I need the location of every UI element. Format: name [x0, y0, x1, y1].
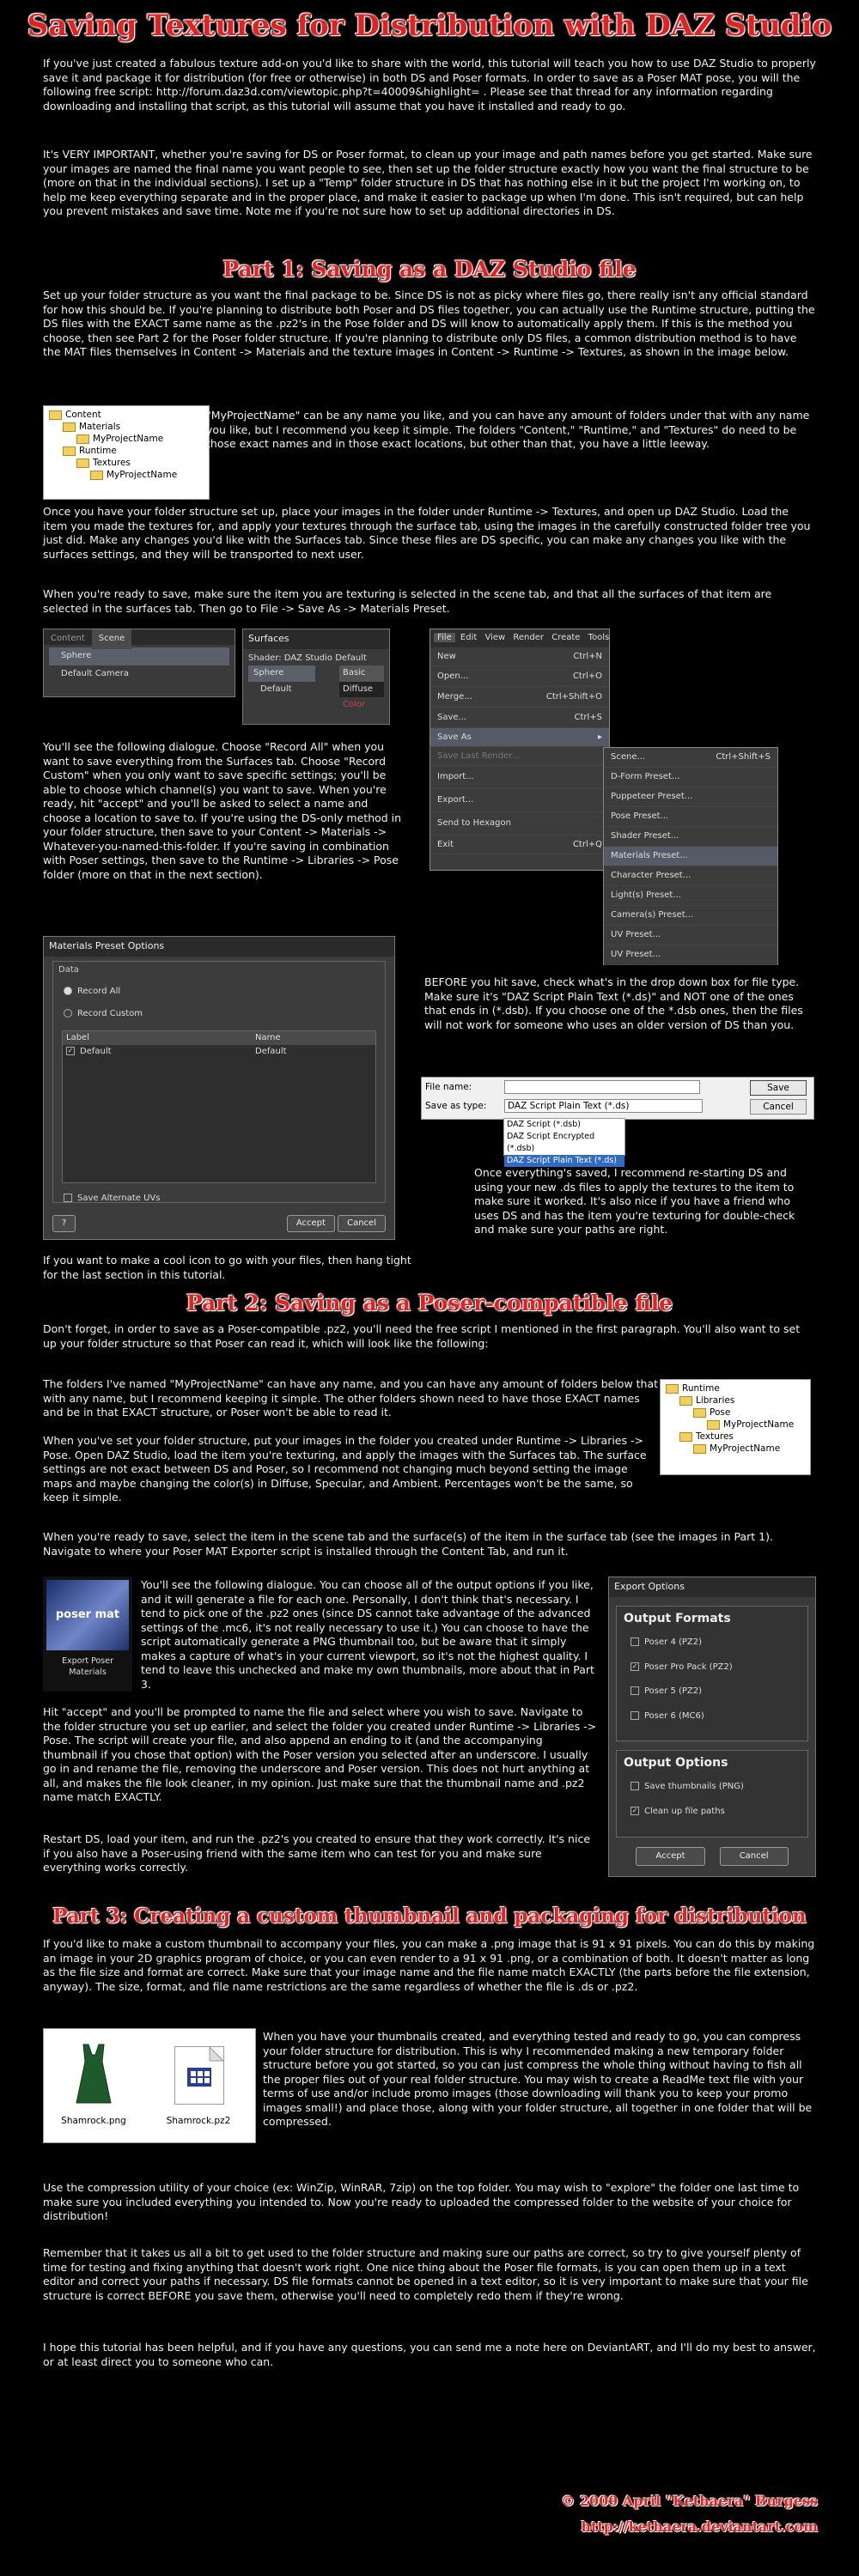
part1-title: Part 1: Saving as a DAZ Studio file — [222, 257, 637, 282]
checkbox-icon[interactable] — [631, 1711, 639, 1720]
intro-paragraph-2: It's VERY IMPORTANT, whether you're saving for DS or Poser format, to clean up your image and path names before you get started. Make sure your images are named the final name you want people to see, then set up the folder structure exactly how you want the final structure to be (more on that in the individual sections). I set up a "Temp" folder structure in DS that has nothing else in it but the project I'm working on, to help me keep everything separate and in the proper place, and make it easier to package up when I'm done. This isn't required, but can help you prevent mistakes and save time. Note me if you're not sure how to set up additional directories in DS. — [43, 148, 813, 217]
save-button[interactable]: Save — [750, 1080, 807, 1096]
scene-panel — [43, 629, 235, 697]
menu-file[interactable]: File — [434, 633, 455, 642]
menu-bar — [430, 629, 609, 647]
record-custom-option[interactable]: Record Custom — [53, 1004, 385, 1025]
icon-label: Export Poser Materials — [61, 1656, 114, 1677]
option-clean-paths[interactable]: ✓ Clean up file paths — [631, 1806, 725, 1816]
submenu-item-uv[interactable]: UV Preset... — [604, 926, 777, 945]
radio-icon[interactable] — [64, 1009, 72, 1018]
part1-paragraph-g: Once everything's saved, I recommend re-starting DS and using your new .ds files to apply the textures to the item to make sure it worked. It's also nice if you have a friend who uses DS and has the item you're texturing for double-check and make sure your paths are right. — [474, 1166, 795, 1236]
folder-icon — [693, 1408, 706, 1418]
thumb1-label: Shamrock.png — [61, 2116, 126, 2126]
part2-paragraph-a: Don't forget, in order to save as a Poser-compatible .pz2, you'll need the free script I mentioned in the first paragraph. You'll also want to set up your folder structure so that Poser can read it, which will look like the following: — [43, 1322, 801, 1350]
accept-button[interactable]: Accept — [636, 1847, 704, 1867]
tree-node: Runtime — [49, 445, 204, 457]
dialog-title: Materials Preset Options — [44, 937, 394, 957]
menu-item-open[interactable]: Open... Ctrl+O — [430, 666, 609, 687]
menu-edit[interactable]: Edit — [460, 633, 478, 642]
submenu-item-dform[interactable]: D-Form Preset... — [604, 768, 777, 787]
part2-title: Part 2: Saving as a Poser-compatible file — [186, 1291, 673, 1315]
cancel-button[interactable]: Cancel — [338, 1215, 386, 1233]
materials-preset-dialog — [43, 936, 395, 1240]
part3-paragraph-e: I hope this tutorial has been helpful, and if you have any questions, you can send me a note here on DeviantART, and I'll do my best to answer, or at least direct you to someone who can. — [43, 2341, 816, 2368]
shader-label: Shader: DAZ Studio Default — [248, 653, 367, 663]
shamrock-png-thumb[interactable] — [54, 2036, 133, 2110]
tree-node: MyProjectName — [666, 1443, 805, 1455]
poser-mat-icon-tile — [43, 1577, 132, 1692]
save-alternate-uvs[interactable]: Save Alternate UVs — [53, 1188, 385, 1210]
menu-item-send-to-hexagon[interactable]: Send to Hexagon — [430, 812, 609, 835]
scene-item-sphere[interactable]: Sphere — [49, 647, 229, 665]
menu-create[interactable]: Create — [551, 633, 581, 642]
folder-icon — [693, 1444, 706, 1454]
dress-icon — [54, 2036, 133, 2110]
checkbox-icon[interactable]: ✓ — [631, 1806, 638, 1814]
submenu-item-lights[interactable]: Light(s) Preset... — [604, 886, 777, 906]
format-poser6[interactable]: Poser 6 (MC6) — [617, 1704, 807, 1729]
part3-title: Part 3: Creating a custom thumbnail and packaging for distribution — [52, 1905, 807, 1928]
radio-icon[interactable] — [64, 987, 72, 995]
file-type-option[interactable]: DAZ Script Plain Text (*.ds) — [504, 1155, 624, 1167]
output-formats-heading: Output Formats — [624, 1611, 731, 1625]
part1-paragraph-h: If you want to make a cool icon to go with your files, then hang tight for the last section in this tutorial. — [43, 1254, 411, 1281]
copyright-signature: © 2009 April "Kethaera" Burgess — [561, 2493, 818, 2509]
pz2-file-icon[interactable] — [174, 2046, 224, 2105]
menu-item-merge[interactable]: Merge... Ctrl+Shift+O — [430, 687, 609, 708]
menu-item-exit[interactable]: Exit Ctrl+Q — [430, 835, 609, 854]
part3-paragraph-d: Remember that it takes us all a bit to get used to the folder structure and making sure our paths are correct, so try to give yourself plenty of time for testing and fixing anything that doesn't work right. One nice thing about the Poser file formats, is you can open them up in a text editor and correct your paths if necessary. DS file formats cannot be opened in a text editor, so it is very important to make sure that your file structure is correct BEFORE you save them, otherwise you'll need to completely redo them if they're wrong. — [43, 2246, 808, 2302]
tree-node: MyProjectName — [49, 469, 204, 481]
intro-paragraph-1: If you've just created a fabulous texture add-on you'd like to share with the world, this tutorial will teach you how to use DAZ Studio to properly save it and package it for distribution (for free or otherwise) in both DS and Poser formats. In order to save as a Poser MAT pose, you will the following free script: http://forum.daz3d.com/viewtopic.php?t=40009&highlight= . Please see that thread for any information regarding downloading and installing that script, as this tutorial will assume that you have it installed and ready to go. — [43, 57, 816, 112]
menu-item-save[interactable]: Save... Ctrl+S — [430, 708, 609, 728]
document-icon — [175, 2047, 223, 2104]
part2-paragraph-d: When you're ready to save, select the item in the scene tab and the surface(s) of the item in the surface tab (see the images in Part 1). Navigate to where your Poser MAT Exporter script is installed through the Content Tab, and run it. — [43, 1530, 773, 1558]
tab-scene[interactable]: Scene — [92, 629, 132, 649]
file-type-dropdown — [503, 1118, 625, 1165]
folder-tree-ds — [43, 405, 210, 500]
tree-node: Materials — [49, 421, 204, 433]
part1-paragraph-a: Set up your folder structure as you want the final package to be. Since DS is not as picky where files go, there really isn't any official standard for how this should be. If you're planning to distribute both Poser and DS files together, you can actually use the Runtime structure, putting the DS files with the EXACT same name as the .pz2's in the Pose folder and DS will know to automatically apply them. If this is the method you choose, then see Part 2 for the Poser folder structure. If you're planning to distribute only DS files, a common distribution method is to have the MAT files themselves in Content -> Materials and the texture images in Content -> Runtime -> Textures, as shown in the image below. — [43, 289, 815, 358]
folder-icon — [76, 459, 89, 468]
cancel-button[interactable]: Cancel — [720, 1847, 789, 1867]
dialog-title: Export Options — [609, 1577, 815, 1597]
deviantart-link[interactable]: http://kethaera.deviantart.com — [581, 2518, 818, 2535]
part2-paragraph-b: The folders I've named "MyProjectName" can have any name, and you can have any amount of folders below that with any name, but I recommend keeping it simple. The other folders shown need to have those EXACT names and be in that EXACT structure, or Poser won't be able to read it. — [43, 1377, 659, 1419]
menu-view[interactable]: View — [484, 633, 506, 642]
submenu-item-uv-2[interactable]: UV Preset... — [604, 945, 777, 965]
file-name-label: File name: — [425, 1082, 472, 1092]
scene-item-camera[interactable]: Default Camera — [61, 668, 129, 678]
part1-paragraph-f: BEFORE you hit save, check what's in the drop down box for file type. Make sure it's "DAZ Script Plain Text (*.ds)" and NOT one of the ones that ends in (*.dsb). If you choose one of the *.dsb ones, then the files will not work for someone who uses an older version of DS than you. — [424, 975, 803, 1031]
menu-item-export[interactable]: Export... — [430, 789, 609, 812]
submenu-item-shader[interactable]: Shader Preset... — [604, 827, 777, 847]
surface-sphere[interactable]: Sphere — [248, 665, 315, 682]
menu-item-save-last-render: Save Last Render... — [430, 747, 609, 766]
checkbox-icon[interactable] — [631, 1637, 639, 1646]
part3-paragraph-b: When you have your thumbnails created, and everything tested and ready to go, you can compress your folder structure for distribution. This is why I recommended making a new temporary folder structure before you got started, so you can just compress the whole thing without having to fish all the proper files out of your real folder structure. You may wish to create a ReadMe text file with your terms of use and/or include promo images (those downloading will thank you to keep your promo images small!) and place those, along with your folder structure, all together in one folder that will be compressed. — [263, 2030, 813, 2128]
folder-icon — [707, 1420, 720, 1430]
part2-paragraph-f: Hit "accept" and you'll be prompted to name the file and select where you wish to save. Navigate to the folder structure you set up earlier, and select the folder you created under Runtime -> Libraries -> Pose. The script will create your file, and also append an ending to it (and the accompanying thumbnail if you chose that option) with the Poser version you selected after an underscore. I usually go in and rename the file, removing the underscore and Poser version. This does not hurt anything at all, and makes the file look cleaner, in my opinion. Just make sure that the thumbnail name and .pz2 name match EXACTLY. — [43, 1705, 597, 1803]
accept-button[interactable]: Accept — [287, 1215, 335, 1233]
submenu-item-pose[interactable]: Pose Preset... — [604, 807, 777, 827]
submenu-item-puppeteer[interactable]: Puppeteer Preset... — [604, 787, 777, 807]
menu-item-new[interactable]: New Ctrl+N — [430, 647, 609, 666]
column-name: Name — [255, 1032, 281, 1042]
tree-node: MyProjectName — [666, 1419, 805, 1431]
part1-paragraph-d: When you're ready to save, make sure the item you are texturing is selected in the scene tab, and that all the surfaces of that item are selected in the surfaces tab. Then go to File -> Save As -> Materials Preset. — [43, 587, 772, 615]
submenu-item-materials-preset[interactable]: Materials Preset... — [604, 847, 777, 866]
data-group-label: Data — [58, 965, 79, 975]
option-save-thumbnails[interactable]: Save thumbnails (PNG) — [617, 1775, 807, 1800]
checkbox-icon[interactable] — [631, 1686, 639, 1695]
column-label: Label — [66, 1032, 89, 1042]
output-options-heading: Output Options — [624, 1755, 728, 1770]
tree-node: Content — [49, 409, 204, 421]
folder-icon — [63, 422, 76, 432]
part2-paragraph-c: When you've set your folder structure, put your images in the folder you created under Runtime -> Libraries -> Pose. Open DAZ Studio, load the item you're texturing, and apply the images with the Surfaces tab. The surface settings are not exact between DS and Poser, so I recommend not changing much beyond setting the image maps and maybe changing the color(s) in Diffuse, Specular, and Ambient. Percentages won't be the same, so keep it simple. — [43, 1434, 647, 1504]
save-as-type-select[interactable]: DAZ Script Plain Text (*.ds) — [504, 1099, 703, 1113]
channel-table — [62, 1030, 376, 1183]
folder-icon — [679, 1432, 692, 1442]
file-name-input[interactable] — [504, 1080, 700, 1094]
file-menu — [430, 629, 610, 871]
color-label: Color — [343, 700, 366, 709]
submenu-item-cameras[interactable]: Camera(s) Preset... — [604, 906, 777, 926]
basic-tab[interactable]: Basic — [339, 665, 384, 682]
tree-node: Textures — [666, 1431, 805, 1443]
menu-tools[interactable]: Tools — [588, 633, 610, 642]
folder-icon — [90, 471, 103, 480]
surfaces-panel — [242, 629, 390, 725]
table-row[interactable]: ✓ Default Default — [67, 1046, 287, 1056]
record-all-option[interactable]: Record All — [53, 980, 385, 1005]
file-type-option[interactable]: DAZ Script (*.dsb) — [507, 1120, 581, 1129]
tree-node: Runtime — [666, 1382, 805, 1394]
part2-paragraph-g: Restart DS, load your item, and run the .pz2's you created to ensure that they work correctly. It's nice if you also have a Poser-using friend with the same item who can test for you and make sure everything works correctly. — [43, 1832, 591, 1874]
part2-paragraph-e: You'll see the following dialogue. You can choose all of the output options if you like, and it will generate a file for each one. Personally, I don't think that's necessary. I tend to pick one of the .pz2 ones (since DS cannot take advantage of the advanced settings of the .mc6, it's not really necessary to use it.) You can choose to have the script automatically generate a PNG thumbnail too, but be aware that it simply makes a capture of what's in your current viewport, so it's not the highest quality. I tend to leave this unchecked and make my own thumbnails, more about that in Part 3. — [141, 1578, 594, 1691]
submenu-item-character[interactable]: Character Preset... — [604, 866, 777, 886]
tab-content[interactable]: Content — [51, 634, 85, 643]
part1-paragraph-c: Once you have your folder structure set up, place your images in the folder under Runtime -> Textures, and open up DAZ Studio. Load the item you made the textures for, and apply your textures through the surface tab, using the images in the carefully constructed folder tree you just did. Make any changes you'd like with the Surfaces tab. Since these files are DS specific, you can make any changes you like with the surfaces settings, and they will be transported to next user. — [43, 505, 811, 561]
folder-icon — [63, 447, 76, 456]
tree-node: Libraries — [666, 1394, 805, 1406]
checkbox-icon[interactable] — [631, 1782, 639, 1790]
part3-paragraph-a: If you'd like to make a custom thumbnail to accompany your files, you can make a .png image that is 91 x 91 pixels. You can do this by making an image in your 2D graphics program of choice, or you can even render to a 91 x 91 .png, or a combination of both. It doesn't matter as long as the file size and format are correct. Make sure that your image name and the file name match EXACTLY (the parts before the file extension, anyway). The size, format, and file name restrictions are the same regardless of whether the file is .ds or .pz2. — [43, 1937, 815, 1993]
diffuse-label: Diffuse — [339, 682, 384, 698]
checkbox-icon[interactable]: ✓ — [631, 1662, 638, 1670]
part1-paragraph-b: "MyProjectName" can be any name you like, and you can have any amount of folders under that with any name you like, but I recommend you keep it simple. The folders "Content," "Runtime," and "Textures" do need to be those exact names and in those exact locations, but other than that, you have a little leeway. — [206, 409, 810, 450]
folder-tree-poser — [660, 1379, 811, 1475]
file-type-option[interactable]: DAZ Script Encrypted (*.dsb) — [507, 1132, 595, 1153]
tab-surfaces[interactable]: Surfaces — [243, 629, 389, 649]
folder-icon — [76, 434, 89, 444]
folder-icon — [666, 1384, 679, 1394]
menu-render[interactable]: Render — [513, 633, 545, 642]
help-button[interactable]: ? — [52, 1215, 76, 1233]
folder-icon — [679, 1396, 692, 1406]
save-as-submenu — [603, 747, 778, 965]
thumb2-label: Shamrock.pz2 — [166, 2116, 231, 2126]
tree-node: MyProjectName — [49, 433, 204, 445]
surface-default[interactable]: Default — [260, 683, 292, 694]
save-file-dialog — [421, 1077, 814, 1120]
checkbox-icon[interactable]: ✓ — [67, 1046, 74, 1054]
checkbox-icon[interactable] — [64, 1194, 72, 1202]
thumbnail-files — [43, 2028, 256, 2143]
cancel-button[interactable]: Cancel — [750, 1099, 807, 1115]
menu-item-import[interactable]: Import... — [430, 766, 609, 789]
folder-icon — [49, 410, 62, 420]
part3-paragraph-c: Use the compression utility of your choice (ex: WinZip, WinRAR, 7zip) on the top folder. You may wish to "explore" the folder one last time to make sure you included everything you intended to. Now you're ready to uploaded the compressed folder to the website of your choice for distribution! — [43, 2181, 800, 2222]
format-poser4[interactable]: Poser 4 (PZ2) — [617, 1631, 807, 1656]
poser-mat-icon[interactable]: poser mat — [46, 1580, 129, 1650]
page-title: Saving Textures for Distribution with DAZ Studio — [27, 9, 832, 43]
export-options-dialog — [608, 1577, 816, 1877]
format-poser5[interactable]: Poser 5 (PZ2) — [617, 1680, 807, 1704]
submenu-item-scene[interactable]: Scene... Ctrl+Shift+S — [604, 748, 777, 768]
save-as-type-label: Save as type: — [425, 1101, 487, 1111]
tree-node: Pose — [666, 1406, 805, 1419]
format-poser-pro-pack[interactable]: ✓ Poser Pro Pack (PZ2) — [631, 1662, 733, 1672]
menu-item-save-as[interactable]: Save As ▸ — [430, 728, 609, 747]
part1-paragraph-e: You'll see the following dialogue. Choose "Record All" when you want to save everything from the Surfaces tab. Choose "Record Custom" when you only want to save specific settings; you'll be able to choose which channel(s) you want to save. When you're ready, hit "accept" and you'll be asked to select a name and choose a location to save to. If you're using the DS-only method in your folder structure, then save to your Content -> Materials -> Whatever-you-named-this-folder. If you're saving in combination with Poser settings, then save to the Runtime -> Libraries -> Pose folder (more on that in the next section). — [43, 740, 402, 881]
tree-node: Textures — [49, 457, 204, 469]
